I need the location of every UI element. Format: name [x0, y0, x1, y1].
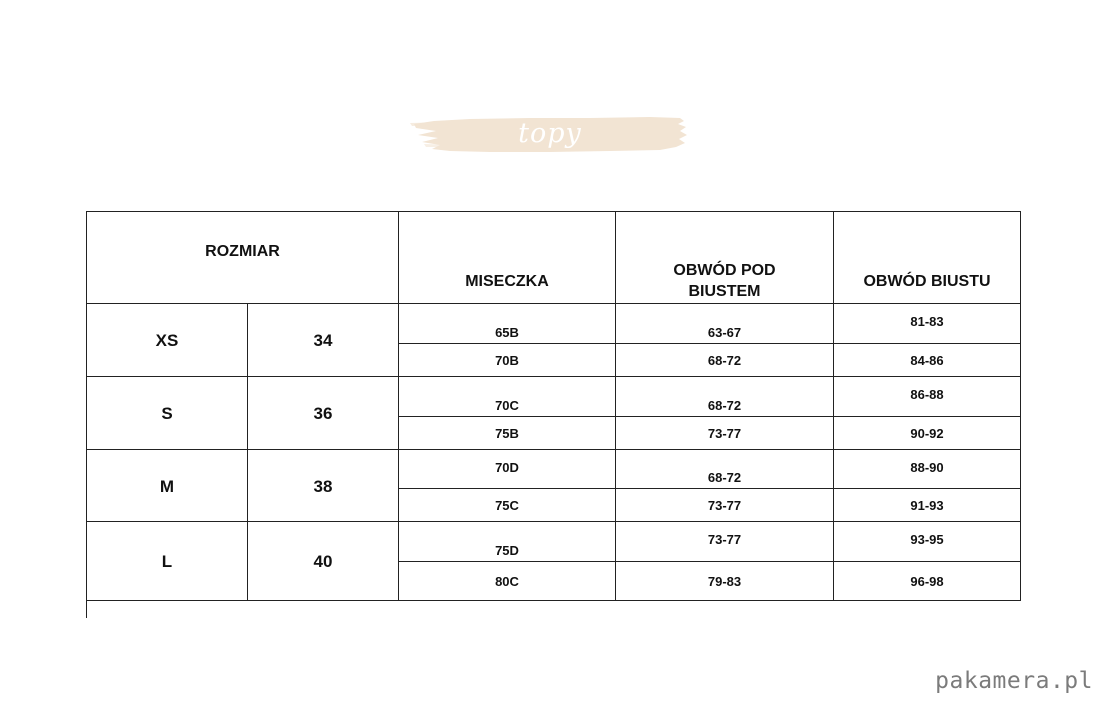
- bust-cell: 93-95: [834, 522, 1021, 562]
- underbust-cell: 63-67: [616, 304, 834, 344]
- underbust-cell: 73-77: [616, 417, 834, 450]
- underbust-cell: 68-72: [616, 344, 834, 377]
- cup-cell: 75D: [399, 522, 616, 562]
- bust-cell: 86-88: [834, 377, 1021, 417]
- table-row: [87, 522, 1021, 562]
- size-chart-table: [86, 211, 1021, 601]
- bust-cell: 84-86: [834, 344, 1021, 377]
- header-cup: MISECZKA: [399, 212, 616, 304]
- header-bust: OBWÓD BIUSTU: [834, 212, 1021, 304]
- title-brush-banner: [410, 114, 690, 156]
- bust-cell: 91-93: [834, 489, 1021, 522]
- page-title: topy: [518, 118, 582, 149]
- cup-cell: 65B: [399, 304, 616, 344]
- header-size: ROZMIAR: [87, 212, 399, 304]
- bust-cell: 88-90: [834, 450, 1021, 489]
- cup-cell: 70C: [399, 377, 616, 417]
- cup-cell: 70D: [399, 450, 616, 489]
- cup-cell: 80C: [399, 562, 616, 601]
- underbust-cell: 68-72: [616, 377, 834, 417]
- cup-cell: 75C: [399, 489, 616, 522]
- bust-cell: 96-98: [834, 562, 1021, 601]
- size-cell: M: [87, 450, 248, 522]
- bust-cell: 81-83: [834, 304, 1021, 344]
- underbust-cell: 68-72: [616, 450, 834, 489]
- underbust-cell: 73-77: [616, 489, 834, 522]
- size-cell: L: [87, 522, 248, 601]
- eu-size-cell: 40: [248, 522, 399, 601]
- eu-size-cell: 38: [248, 450, 399, 522]
- table-row: [87, 377, 1021, 417]
- eu-size-cell: 34: [248, 304, 399, 377]
- header-underbust: OBWÓD POD BIUSTEM: [616, 212, 834, 304]
- size-cell: S: [87, 377, 248, 450]
- cup-cell: 70B: [399, 344, 616, 377]
- eu-size-cell: 36: [248, 377, 399, 450]
- table-row: [87, 450, 1021, 489]
- size-cell: XS: [87, 304, 248, 377]
- table-row: [87, 304, 1021, 344]
- underbust-cell: 73-77: [616, 522, 834, 562]
- table-border-stub: [86, 600, 87, 618]
- underbust-cell: 79-83: [616, 562, 834, 601]
- table-header-row: [87, 212, 1021, 304]
- bust-cell: 90-92: [834, 417, 1021, 450]
- cup-cell: 75B: [399, 417, 616, 450]
- watermark-logo: pakamera.pl: [935, 668, 1093, 694]
